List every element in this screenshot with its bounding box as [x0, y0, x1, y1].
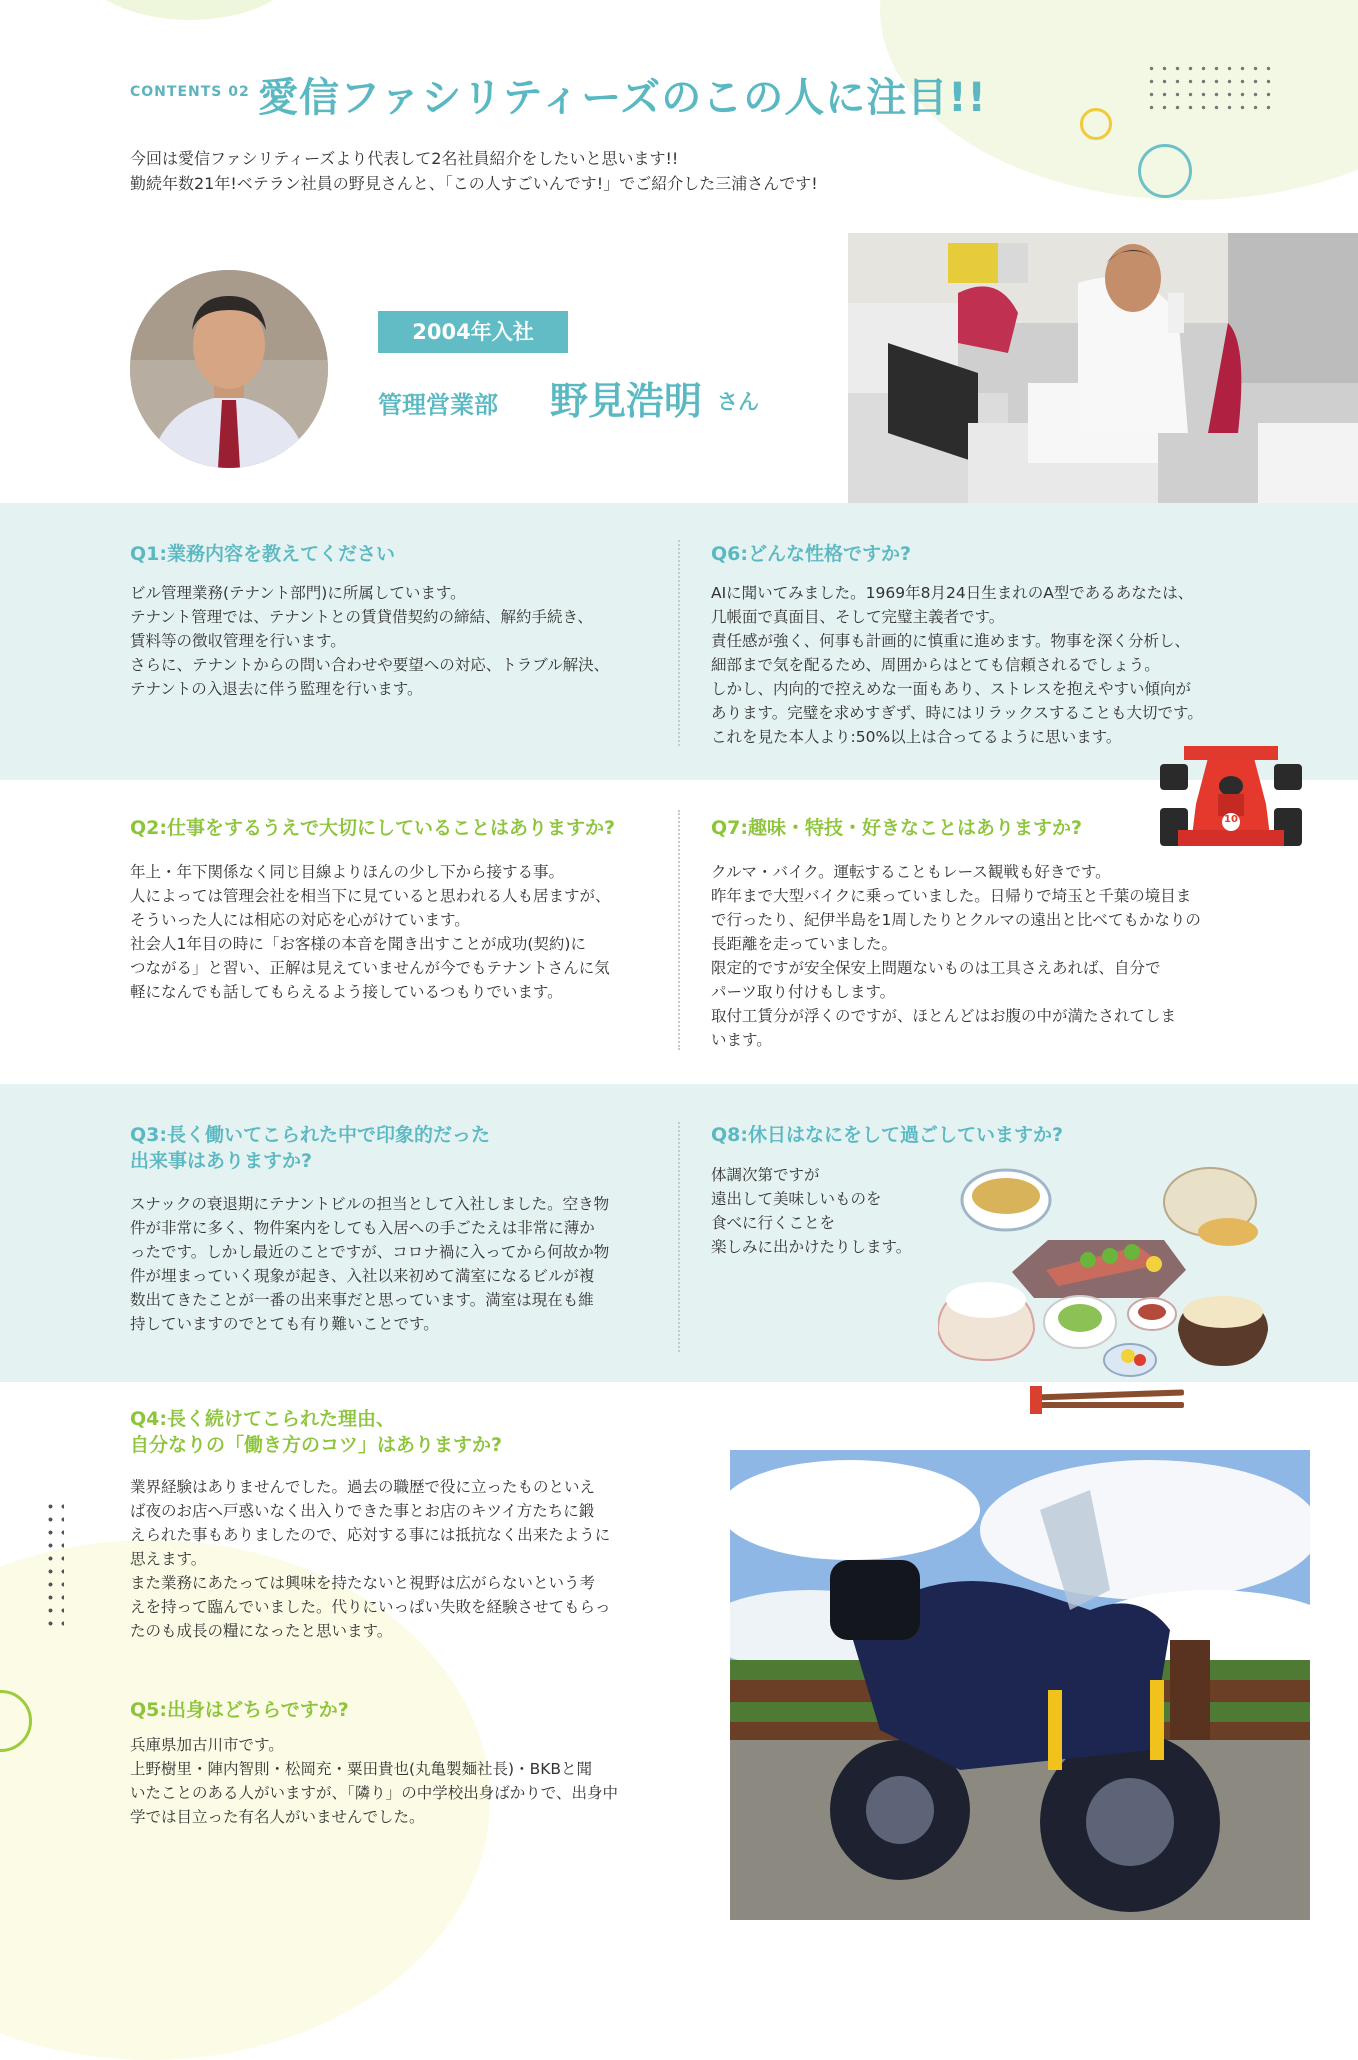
department-label: 管理営業部: [378, 391, 498, 419]
answer-line: クルマ・バイク。運転することもレース観戦も好きです。: [711, 863, 1111, 881]
answer-line: 責任感が強く、何事も計画的に慎重に進めます。物事を深く分析し、: [711, 632, 1190, 650]
question-line: Q6:どんな性格ですか?: [711, 543, 911, 565]
question-line: 自分なりの「働き方のコツ」はありますか?: [130, 1434, 503, 1456]
answer-line: ったです。しかし最近のことですが、コロナ禍に入ってから何故か物: [130, 1243, 610, 1261]
answer-line: 思えます。: [130, 1550, 207, 1568]
answer-line: あります。完璧を求めすぎず、時にはリラックスすることも大切です。: [711, 704, 1203, 722]
answer-text: [130, 1475, 611, 1643]
answer-line: 昨年まで大型バイクに乗っていました。日帰りで埼玉と千葉の境目ま: [711, 887, 1192, 905]
answer-line: 賃料等の徴収管理を行います。: [130, 632, 346, 650]
column-divider: [678, 540, 680, 746]
answer-line: 持していますのでとても有り難いことです。: [130, 1315, 439, 1333]
answer-line: 社会人1年目の時に「お客様の本音を聞き出すことが成功(契約)に: [130, 935, 586, 953]
question-heading: [130, 815, 615, 841]
intro-line: 勤続年数21年!ベテラン社員の野見さんと、「この人すごいんです!」でご紹介した三浦さんです!: [130, 174, 818, 193]
question-heading: [130, 541, 395, 567]
answer-text: [130, 860, 611, 1004]
answer-text: [130, 1192, 609, 1336]
race-car-icon: [1158, 744, 1304, 850]
answer-line: たのも成長の糧になったと思います。: [130, 1622, 393, 1640]
answer-line: えを持って臨んでいました。代りにいっぱい失敗を経験させてもらっ: [130, 1598, 611, 1616]
answer-line: 遠出して美味しいものを: [711, 1190, 882, 1208]
answer-text: [711, 1163, 911, 1259]
answer-line: ビル管理業務(テナント部門)に所属しています。: [130, 584, 466, 602]
japanese-meal-icon: [938, 1160, 1274, 1420]
answer-text: [130, 1733, 618, 1829]
answer-line: いたことのある人がいますが、「隣り」の中学校出身ばかりで、出身中: [130, 1784, 618, 1802]
contents-label: CONTENTS 02: [130, 84, 250, 100]
name-honorific: さん: [717, 390, 759, 414]
answer-line: 業界経験はありませんでした。過去の職歴で役に立ったものといえ: [130, 1478, 596, 1496]
answer-line: 楽しみに出かけたりします。: [711, 1238, 912, 1256]
answer-line: 人によっては管理会社を相当下に見ていると思われる人も居ますが、: [130, 887, 611, 905]
question-heading: [711, 815, 1082, 841]
intro-text: [130, 146, 930, 196]
answer-text: [711, 860, 1201, 1052]
question-heading: [711, 1122, 1063, 1148]
question-line: Q5:出身はどちらですか?: [130, 1699, 349, 1721]
answer-line: 兵庫県加古川市です。: [130, 1736, 284, 1754]
join-year-badge: 2004年入社: [378, 311, 568, 353]
answer-line: また業務にあたっては興味を持たないと視野は広がらないという考: [130, 1574, 596, 1592]
question-line: Q2:仕事をするうえで大切にしていることはありますか?: [130, 817, 615, 839]
answer-line: 件が埋まっていく現象が起き、入社以来初めて満室になるビルが複: [130, 1267, 595, 1285]
answer-line: テナント管理では、テナントとの賃貸借契約の締結、解約手続き、: [130, 608, 593, 626]
answer-line: しかし、内向的で控えめな一面もあり、ストレスを抱えやすい傾向が: [711, 680, 1192, 698]
question-line: 出来事はありますか?: [130, 1150, 313, 1172]
answer-line: 件が非常に多く、物件案内をしても入居への手ごたえは非常に薄か: [130, 1219, 595, 1237]
answer-text: [130, 581, 609, 701]
motorcycle-photo: [730, 1450, 1310, 1920]
answer-line: 軽になんでも話してもらえるよう接しているつもりでいます。: [130, 983, 563, 1001]
answer-line: つながる」と習い、正解は見えていませんが今でもテナントさんに気: [130, 959, 610, 977]
answer-line: そういった人には相応の対応を心がけています。: [130, 911, 470, 929]
question-heading: [130, 1122, 490, 1174]
decorative-blob: [70, 0, 310, 20]
answer-line: 上野樹里・陣内智則・松岡充・粟田貴也(丸亀製麺社長)・BKBと聞: [130, 1760, 593, 1778]
decorative-dots: [1145, 62, 1277, 114]
decorative-ring: [1138, 144, 1192, 198]
question-heading: [711, 541, 911, 567]
question-line: Q8:休日はなにをして過ごしていますか?: [711, 1124, 1063, 1146]
question-line: Q7:趣味・特技・好きなことはありますか?: [711, 817, 1082, 839]
question-line: Q4:長く続けてこられた理由、: [130, 1408, 395, 1430]
answer-line: で行ったり、紀伊半島を1周したりとクルマの遠出と比べてもかなりの: [711, 911, 1201, 929]
employee-name: 野見浩明: [550, 379, 703, 423]
avatar: [130, 270, 328, 468]
decorative-ring: [1080, 108, 1112, 140]
answer-line: 体調次第ですが: [711, 1166, 820, 1184]
question-line: Q1:業務内容を教えてください: [130, 543, 395, 565]
office-photo: [848, 233, 1358, 503]
answer-line: います。: [711, 1031, 772, 1049]
decorative-dots: [44, 1500, 64, 1630]
column-divider: [678, 1122, 680, 1352]
answer-line: スナックの衰退期にテナントビルの担当として入社しました。空き物: [130, 1195, 610, 1213]
intro-line: 今回は愛信ファシリティーズより代表して2名社員紹介をしたいと思います!!: [130, 149, 679, 168]
answer-line: 年上・年下関係なく同じ目線よりほんの少し下から接する事。: [130, 863, 565, 881]
answer-line: さらに、テナントからの問い合わせや要望への対応、トラブル解決、: [130, 656, 610, 674]
answer-line: AIに聞いてみました。1969年8月24日生まれのA型であるあなたは、: [711, 584, 1194, 602]
answer-line: えられた事もありましたので、応対する事には抵抗なく出来たように: [130, 1526, 611, 1544]
answer-line: 長距離を走っていました。: [711, 935, 898, 953]
answer-line: 限定的ですが安全保安上問題ないものは工具さえあれば、自分で: [711, 959, 1161, 977]
column-divider: [678, 810, 680, 1050]
race-car-number: 10: [1224, 814, 1238, 825]
answer-line: 学では目立った有名人がいませんでした。: [130, 1808, 425, 1826]
answer-line: 細部まで気を配るため、周囲からはとても信頼されるでしょう。: [711, 656, 1160, 674]
answer-text: [711, 581, 1203, 749]
answer-line: 食べに行くことを: [711, 1214, 836, 1232]
answer-line: ば夜のお店へ戸惑いなく出入りできた事とお店のキツイ方たちに鍛: [130, 1502, 595, 1520]
answer-line: テナントの入退去に伴う監理を行います。: [130, 680, 423, 698]
answer-line: パーツ取り付けもします。: [711, 983, 896, 1001]
answer-line: 几帳面で真面目、そして完璧主義者です。: [711, 608, 1005, 626]
question-heading: [130, 1406, 502, 1458]
question-line: Q3:長く働いてこられた中で印象的だった: [130, 1124, 490, 1146]
answer-line: 数出てきたことが一番の出来事だと思っています。満室は現在も維: [130, 1291, 594, 1309]
answer-line: これを見た本人より:50%以上は合ってるように思います。: [711, 728, 1122, 746]
answer-line: 取付工賃分が浮くのですが、ほとんどはお腹の中が満たされてしま: [711, 1007, 1177, 1025]
question-heading: [130, 1697, 349, 1723]
page-title: 愛信ファシリティーズのこの人に注目!!: [258, 75, 987, 121]
